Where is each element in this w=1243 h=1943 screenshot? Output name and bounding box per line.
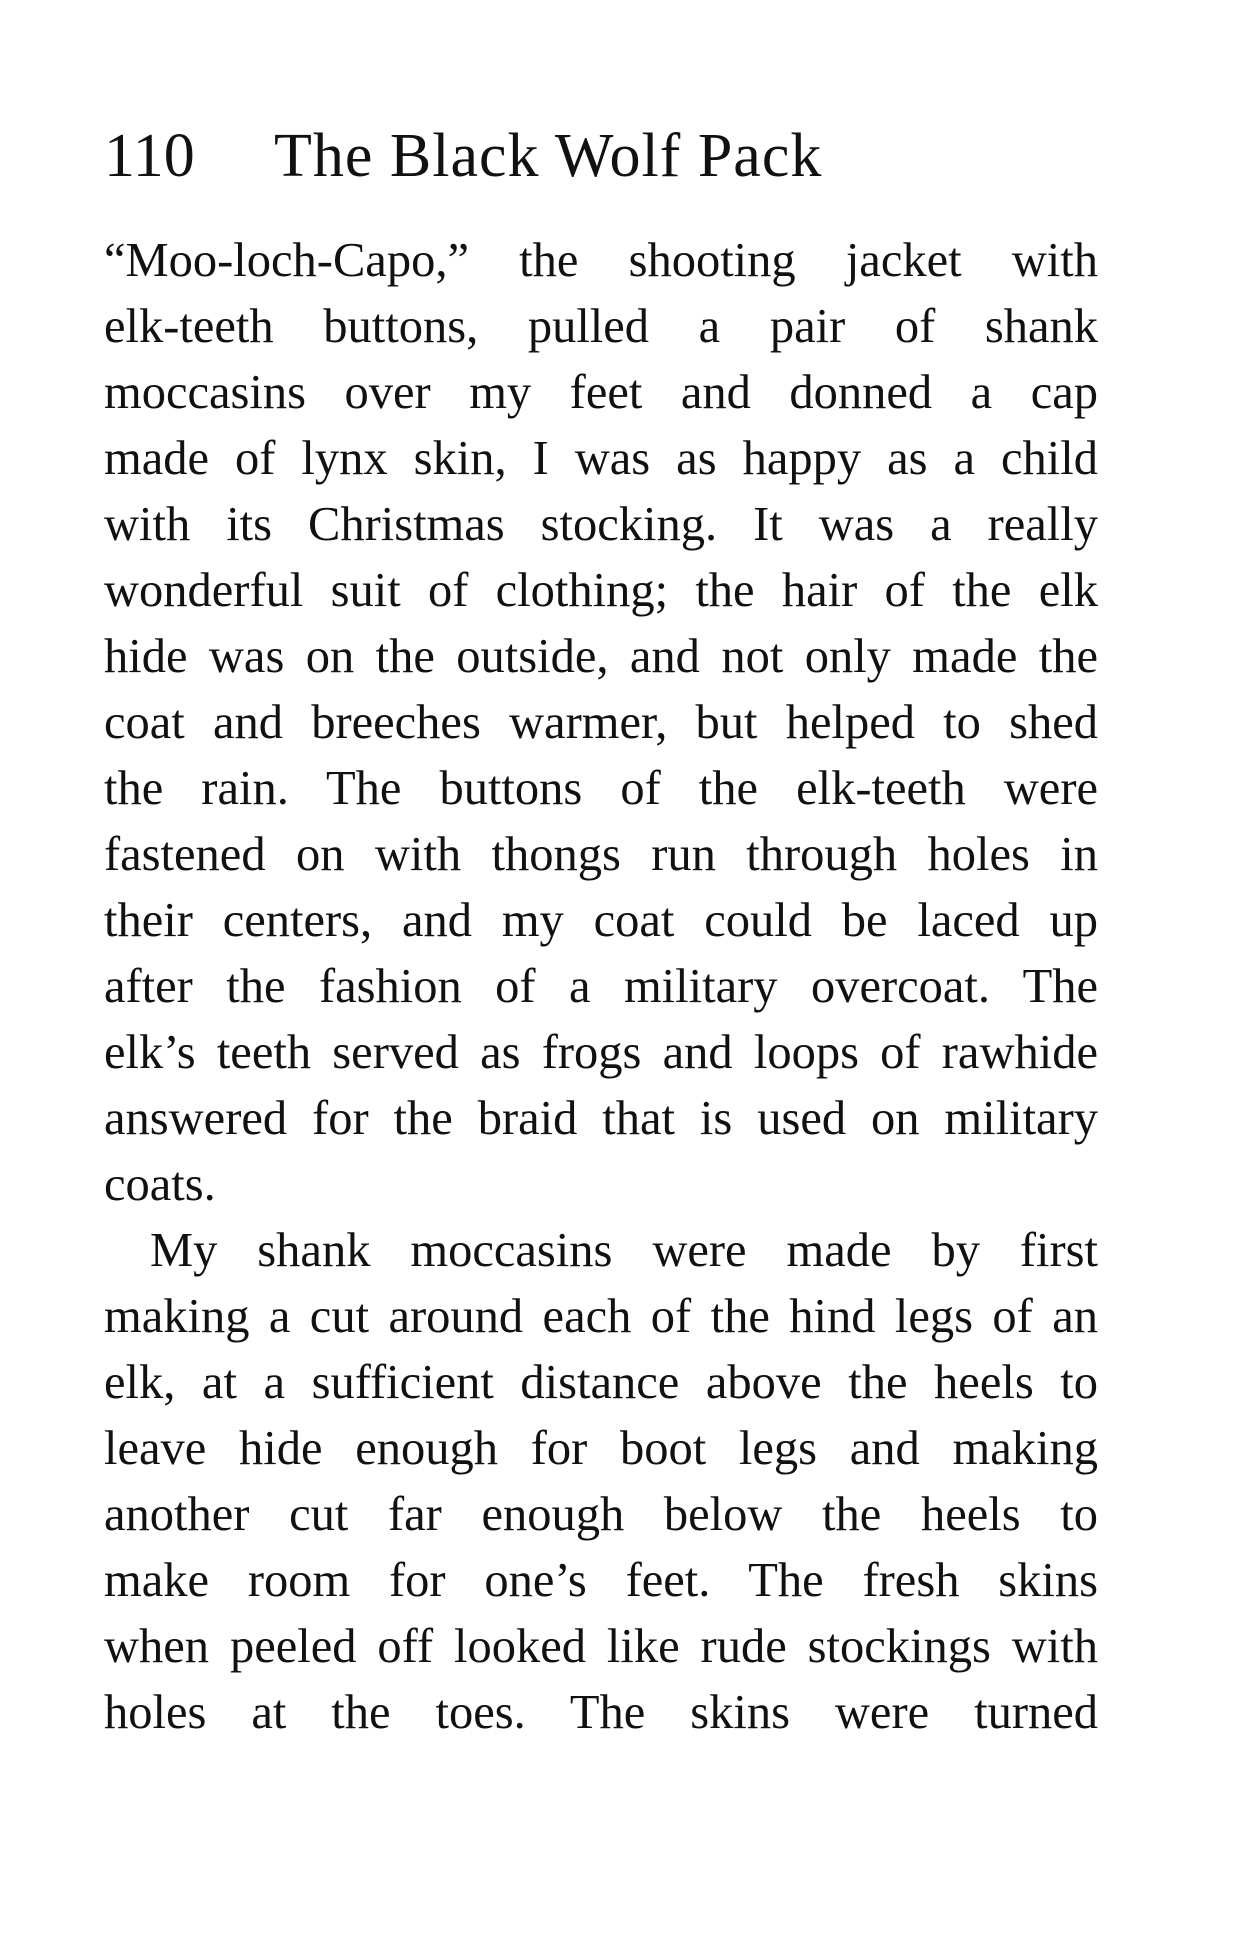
text-line: holes at the toes. The skins were turned <box>104 1686 1098 1739</box>
text-line: elk, at a sufficient distance above the heels to <box>104 1356 1098 1409</box>
text-line: making a cut around each of the hind legs of an <box>104 1290 1098 1343</box>
text-line: elk-teeth buttons, pulled a pair of shank <box>104 300 1098 353</box>
text-line: fastened on with thongs run through holes in <box>104 828 1098 881</box>
book-title: The Black Wolf Pack <box>274 122 823 190</box>
text-line: after the fashion of a military overcoat. The <box>104 960 1098 1013</box>
text-line: made of lynx skin, I was as happy as a child <box>104 432 1098 485</box>
text-line: My shank moccasins were made by first <box>150 1224 1098 1277</box>
paragraph-2 <box>104 1218 1098 1746</box>
text-line: with its Christmas stocking. It was a really <box>104 498 1098 551</box>
text-line: their centers, and my coat could be laced up <box>104 894 1098 947</box>
running-head <box>104 116 1104 196</box>
text-line: the rain. The buttons of the elk-teeth were <box>104 762 1098 815</box>
text-line: another cut far enough below the heels to <box>104 1488 1098 1541</box>
text-line: leave hide enough for boot legs and making <box>104 1422 1098 1475</box>
text-line: coats. <box>104 1158 216 1211</box>
text-line: “Moo-loch-Capo,” the shooting jacket with <box>104 234 1098 287</box>
text-line: make room for one’s feet. The fresh skins <box>104 1554 1098 1607</box>
body-text <box>104 228 1098 1746</box>
text-line: answered for the braid that is used on military <box>104 1092 1098 1145</box>
text-line: hide was on the outside, and not only made the <box>104 630 1098 683</box>
text-line: wonderful suit of clothing; the hair of the elk <box>104 564 1098 617</box>
page-number: 110 <box>104 122 195 190</box>
text-line: when peeled off looked like rude stockings with <box>104 1620 1098 1673</box>
text-line: coat and breeches warmer, but helped to shed <box>104 696 1098 749</box>
text-line: moccasins over my feet and donned a cap <box>104 366 1098 419</box>
text-line: elk’s teeth served as frogs and loops of rawhide <box>104 1026 1098 1079</box>
paragraph-1 <box>104 228 1098 1218</box>
